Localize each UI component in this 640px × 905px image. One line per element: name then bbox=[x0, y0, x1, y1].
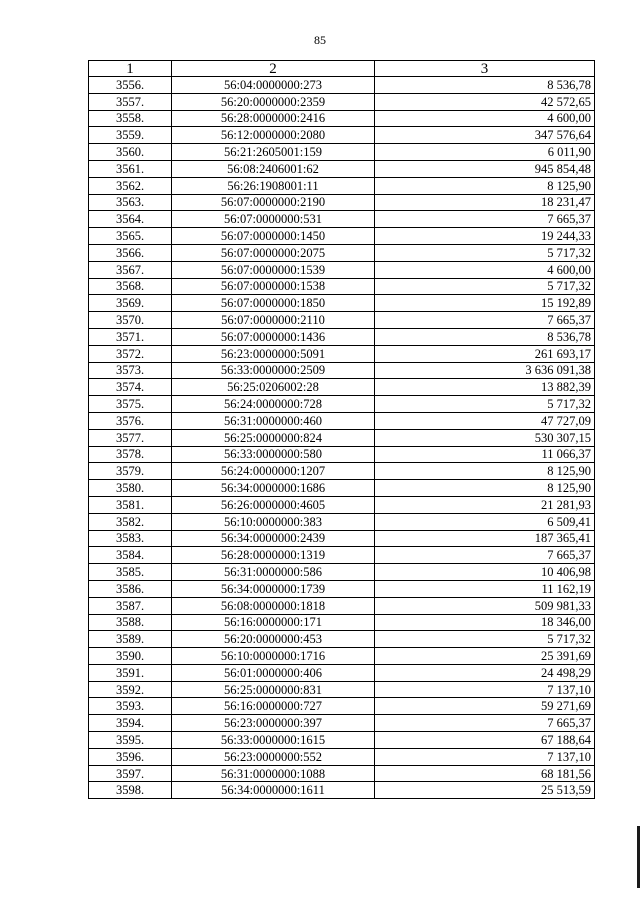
row-number: 3573. bbox=[89, 362, 172, 379]
table-row bbox=[89, 597, 595, 614]
cadastral-number: 56:20:0000000:2359 bbox=[172, 93, 375, 110]
row-value: 24 498,29 bbox=[375, 664, 595, 681]
row-number: 3560. bbox=[89, 144, 172, 161]
table-header-row bbox=[89, 61, 595, 77]
row-number: 3558. bbox=[89, 110, 172, 127]
cadastral-number: 56:23:0000000:5091 bbox=[172, 345, 375, 362]
row-value: 68 181,56 bbox=[375, 765, 595, 782]
cadastral-number: 56:34:0000000:1611 bbox=[172, 782, 375, 799]
cadastral-number: 56:07:0000000:2110 bbox=[172, 312, 375, 329]
table-row bbox=[89, 144, 595, 161]
cadastral-number: 56:01:0000000:406 bbox=[172, 664, 375, 681]
cadastral-number: 56:16:0000000:171 bbox=[172, 614, 375, 631]
row-value: 25 391,69 bbox=[375, 648, 595, 665]
row-number: 3569. bbox=[89, 295, 172, 312]
cadastral-number: 56:31:0000000:1088 bbox=[172, 765, 375, 782]
table-row bbox=[89, 681, 595, 698]
column-header-1: 1 bbox=[89, 61, 172, 77]
row-number: 3598. bbox=[89, 782, 172, 799]
row-value: 4 600,00 bbox=[375, 110, 595, 127]
table-row bbox=[89, 362, 595, 379]
row-value: 19 244,33 bbox=[375, 228, 595, 245]
table-row bbox=[89, 530, 595, 547]
table-row bbox=[89, 379, 595, 396]
table-row bbox=[89, 328, 595, 345]
row-value: 945 854,48 bbox=[375, 160, 595, 177]
table-row bbox=[89, 547, 595, 564]
table-row bbox=[89, 211, 595, 228]
cadastral-number: 56:24:0000000:1207 bbox=[172, 463, 375, 480]
row-value: 59 271,69 bbox=[375, 698, 595, 715]
table-row bbox=[89, 732, 595, 749]
cadastral-number: 56:07:0000000:531 bbox=[172, 211, 375, 228]
row-number: 3559. bbox=[89, 127, 172, 144]
row-number: 3588. bbox=[89, 614, 172, 631]
cadastral-number: 56:07:0000000:1539 bbox=[172, 261, 375, 278]
cadastral-number: 56:07:0000000:1436 bbox=[172, 328, 375, 345]
row-number: 3556. bbox=[89, 77, 172, 94]
row-value: 47 727,09 bbox=[375, 412, 595, 429]
cadastral-number: 56:08:2406001:62 bbox=[172, 160, 375, 177]
row-value: 18 346,00 bbox=[375, 614, 595, 631]
cadastral-number: 56:34:0000000:2439 bbox=[172, 530, 375, 547]
row-value: 18 231,47 bbox=[375, 194, 595, 211]
row-value: 6 509,41 bbox=[375, 513, 595, 530]
table-row bbox=[89, 278, 595, 295]
cadastral-number: 56:08:0000000:1818 bbox=[172, 597, 375, 614]
row-value: 8 536,78 bbox=[375, 328, 595, 345]
row-number: 3574. bbox=[89, 379, 172, 396]
row-value: 42 572,65 bbox=[375, 93, 595, 110]
row-value: 10 406,98 bbox=[375, 564, 595, 581]
row-value: 509 981,33 bbox=[375, 597, 595, 614]
row-number: 3557. bbox=[89, 93, 172, 110]
row-value: 7 665,37 bbox=[375, 211, 595, 228]
column-header-2: 2 bbox=[172, 61, 375, 77]
cadastral-number: 56:07:0000000:2075 bbox=[172, 244, 375, 261]
table-row bbox=[89, 446, 595, 463]
table-row bbox=[89, 698, 595, 715]
table-row bbox=[89, 228, 595, 245]
table-row bbox=[89, 396, 595, 413]
row-number: 3566. bbox=[89, 244, 172, 261]
row-number: 3592. bbox=[89, 681, 172, 698]
row-number: 3568. bbox=[89, 278, 172, 295]
table-row bbox=[89, 345, 595, 362]
row-value: 8 125,90 bbox=[375, 177, 595, 194]
row-number: 3596. bbox=[89, 748, 172, 765]
cadastral-number: 56:26:0000000:4605 bbox=[172, 496, 375, 513]
row-value: 25 513,59 bbox=[375, 782, 595, 799]
row-number: 3589. bbox=[89, 631, 172, 648]
row-number: 3578. bbox=[89, 446, 172, 463]
row-value: 4 600,00 bbox=[375, 261, 595, 278]
row-value: 5 717,32 bbox=[375, 631, 595, 648]
table-row bbox=[89, 312, 595, 329]
cadastral-number: 56:25:0000000:831 bbox=[172, 681, 375, 698]
row-value: 7 137,10 bbox=[375, 681, 595, 698]
row-value: 8 125,90 bbox=[375, 463, 595, 480]
row-value: 7 665,37 bbox=[375, 312, 595, 329]
row-value: 530 307,15 bbox=[375, 429, 595, 446]
row-value: 187 365,41 bbox=[375, 530, 595, 547]
table-row bbox=[89, 580, 595, 597]
cadastral-number: 56:07:0000000:1850 bbox=[172, 295, 375, 312]
row-number: 3593. bbox=[89, 698, 172, 715]
cadastral-number: 56:23:0000000:552 bbox=[172, 748, 375, 765]
cadastral-number: 56:34:0000000:1686 bbox=[172, 480, 375, 497]
cadastral-number: 56:33:0000000:580 bbox=[172, 446, 375, 463]
table-row bbox=[89, 412, 595, 429]
table-row bbox=[89, 765, 595, 782]
row-value: 8 125,90 bbox=[375, 480, 595, 497]
row-value: 11 066,37 bbox=[375, 446, 595, 463]
row-value: 5 717,32 bbox=[375, 244, 595, 261]
table-row bbox=[89, 295, 595, 312]
row-number: 3583. bbox=[89, 530, 172, 547]
row-value: 261 693,17 bbox=[375, 345, 595, 362]
row-number: 3584. bbox=[89, 547, 172, 564]
row-value: 347 576,64 bbox=[375, 127, 595, 144]
table-row bbox=[89, 715, 595, 732]
row-value: 15 192,89 bbox=[375, 295, 595, 312]
table-row bbox=[89, 244, 595, 261]
table-row bbox=[89, 93, 595, 110]
row-number: 3581. bbox=[89, 496, 172, 513]
row-number: 3562. bbox=[89, 177, 172, 194]
row-value: 5 717,32 bbox=[375, 396, 595, 413]
row-value: 5 717,32 bbox=[375, 278, 595, 295]
row-number: 3565. bbox=[89, 228, 172, 245]
row-value: 21 281,93 bbox=[375, 496, 595, 513]
table-row bbox=[89, 160, 595, 177]
row-number: 3597. bbox=[89, 765, 172, 782]
row-value: 7 137,10 bbox=[375, 748, 595, 765]
cadastral-number: 56:07:0000000:1538 bbox=[172, 278, 375, 295]
table-row bbox=[89, 463, 595, 480]
cadastral-number: 56:28:0000000:1319 bbox=[172, 547, 375, 564]
table-body bbox=[89, 77, 595, 799]
table-row bbox=[89, 648, 595, 665]
table-row bbox=[89, 782, 595, 799]
table-row bbox=[89, 748, 595, 765]
table-row bbox=[89, 429, 595, 446]
row-number: 3579. bbox=[89, 463, 172, 480]
cadastral-number: 56:07:0000000:1450 bbox=[172, 228, 375, 245]
row-number: 3590. bbox=[89, 648, 172, 665]
cadastral-number: 56:26:1908001:11 bbox=[172, 177, 375, 194]
row-number: 3586. bbox=[89, 580, 172, 597]
row-value: 13 882,39 bbox=[375, 379, 595, 396]
column-header-3: 3 bbox=[375, 61, 595, 77]
data-table bbox=[88, 60, 595, 799]
row-number: 3564. bbox=[89, 211, 172, 228]
row-number: 3595. bbox=[89, 732, 172, 749]
row-value: 7 665,37 bbox=[375, 715, 595, 732]
cadastral-number: 56:34:0000000:1739 bbox=[172, 580, 375, 597]
row-value: 11 162,19 bbox=[375, 580, 595, 597]
cadastral-number: 56:16:0000000:727 bbox=[172, 698, 375, 715]
table-row bbox=[89, 194, 595, 211]
cadastral-number: 56:10:0000000:1716 bbox=[172, 648, 375, 665]
row-number: 3570. bbox=[89, 312, 172, 329]
cadastral-number: 56:20:0000000:453 bbox=[172, 631, 375, 648]
cadastral-number: 56:07:0000000:2190 bbox=[172, 194, 375, 211]
cadastral-number: 56:12:0000000:2080 bbox=[172, 127, 375, 144]
row-value: 3 636 091,38 bbox=[375, 362, 595, 379]
row-number: 3580. bbox=[89, 480, 172, 497]
cadastral-number: 56:31:0000000:460 bbox=[172, 412, 375, 429]
table-row bbox=[89, 496, 595, 513]
row-number: 3561. bbox=[89, 160, 172, 177]
table-row bbox=[89, 564, 595, 581]
table-row bbox=[89, 261, 595, 278]
cadastral-number: 56:24:0000000:728 bbox=[172, 396, 375, 413]
row-number: 3571. bbox=[89, 328, 172, 345]
cadastral-number: 56:23:0000000:397 bbox=[172, 715, 375, 732]
row-number: 3567. bbox=[89, 261, 172, 278]
row-number: 3577. bbox=[89, 429, 172, 446]
cadastral-number: 56:33:0000000:2509 bbox=[172, 362, 375, 379]
row-number: 3575. bbox=[89, 396, 172, 413]
table-row bbox=[89, 631, 595, 648]
table-row bbox=[89, 664, 595, 681]
cadastral-number: 56:25:0206002:28 bbox=[172, 379, 375, 396]
table-row bbox=[89, 77, 595, 94]
cadastral-number: 56:28:0000000:2416 bbox=[172, 110, 375, 127]
row-number: 3587. bbox=[89, 597, 172, 614]
row-number: 3591. bbox=[89, 664, 172, 681]
row-number: 3582. bbox=[89, 513, 172, 530]
table-row bbox=[89, 614, 595, 631]
cadastral-number: 56:21:2605001:159 bbox=[172, 144, 375, 161]
table-row bbox=[89, 110, 595, 127]
row-value: 67 188,64 bbox=[375, 732, 595, 749]
row-value: 6 011,90 bbox=[375, 144, 595, 161]
cadastral-number: 56:31:0000000:586 bbox=[172, 564, 375, 581]
table-row bbox=[89, 127, 595, 144]
table-row bbox=[89, 177, 595, 194]
cadastral-number: 56:04:0000000:273 bbox=[172, 77, 375, 94]
row-number: 3585. bbox=[89, 564, 172, 581]
table-row bbox=[89, 513, 595, 530]
cadastral-number: 56:10:0000000:383 bbox=[172, 513, 375, 530]
row-number: 3572. bbox=[89, 345, 172, 362]
row-value: 8 536,78 bbox=[375, 77, 595, 94]
row-number: 3594. bbox=[89, 715, 172, 732]
row-value: 7 665,37 bbox=[375, 547, 595, 564]
page-number: 85 bbox=[314, 33, 326, 47]
table-row bbox=[89, 480, 595, 497]
cadastral-number: 56:25:0000000:824 bbox=[172, 429, 375, 446]
cadastral-number: 56:33:0000000:1615 bbox=[172, 732, 375, 749]
row-number: 3563. bbox=[89, 194, 172, 211]
row-number: 3576. bbox=[89, 412, 172, 429]
